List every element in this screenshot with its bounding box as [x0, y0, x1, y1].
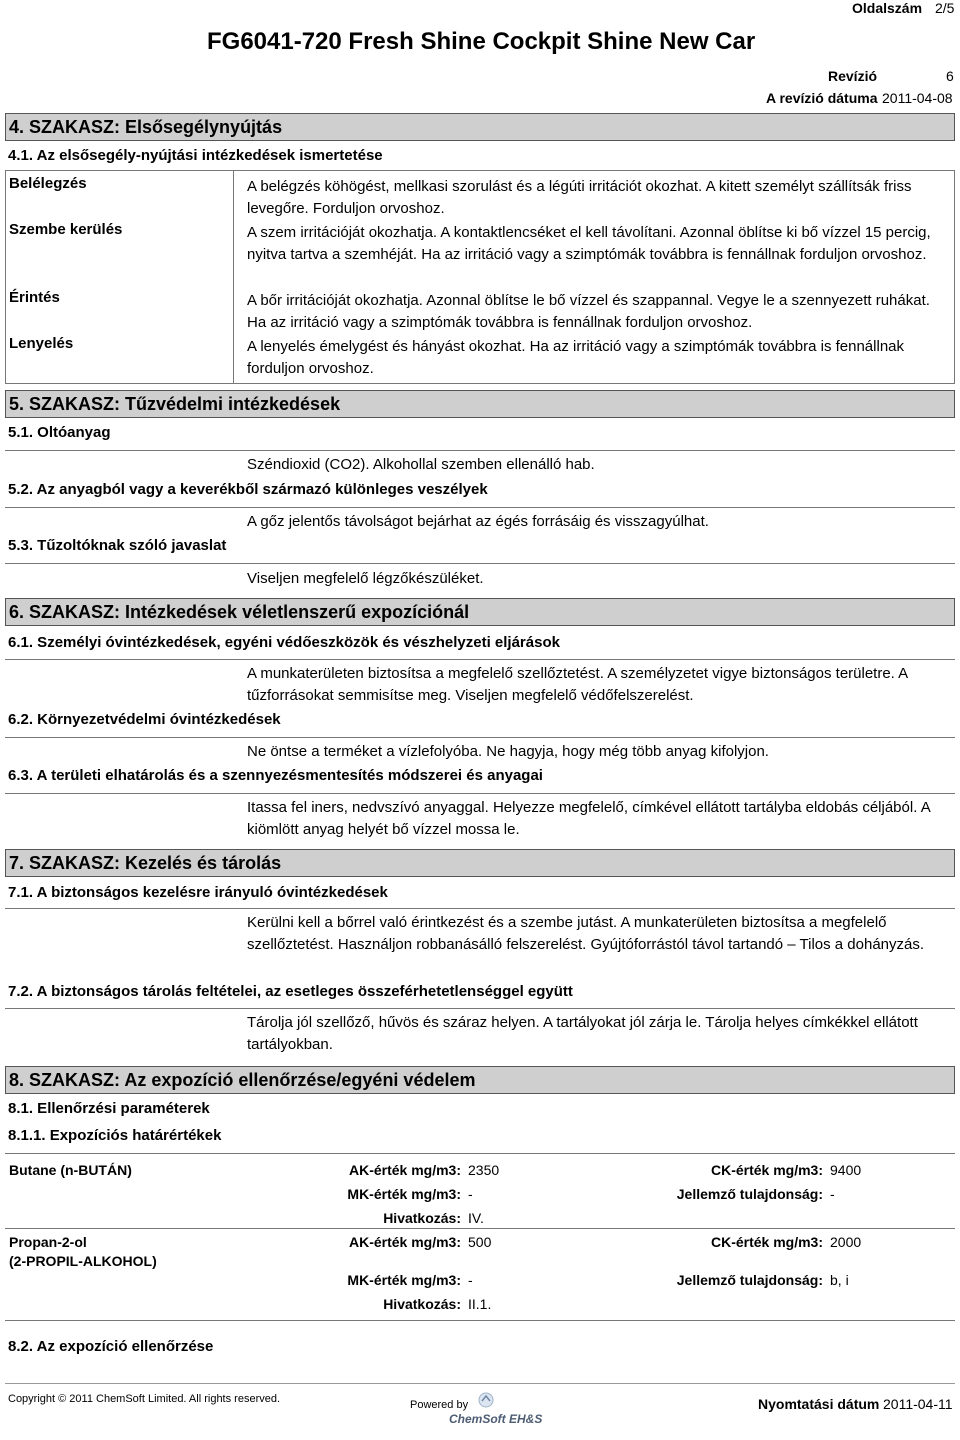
revision-date-label: A revízió dátuma	[766, 90, 878, 106]
section-5-3-text: Viseljen megfelelő légzőkészüléket.	[247, 570, 484, 587]
section-5-1-title: 5.1. Oltóanyag	[8, 424, 111, 441]
revision-date-value: 2011-04-08	[882, 90, 953, 106]
hiv-value: IV.	[468, 1210, 484, 1226]
ak-value: 2350	[468, 1162, 500, 1178]
divider	[5, 659, 955, 660]
hiv-label: Hivatkozás:	[383, 1296, 461, 1312]
chemsoft-brand: ChemSoft EH&S	[449, 1412, 543, 1426]
first-aid-label-skin: Érintés	[9, 289, 60, 306]
substance-name: Propan-2-ol	[9, 1234, 87, 1250]
page-label: Oldalszám	[852, 0, 923, 16]
divider	[5, 737, 955, 738]
mk-value: -	[468, 1272, 473, 1288]
ck-label: CK-érték mg/m3:	[710, 1234, 823, 1250]
first-aid-column-divider	[233, 170, 234, 384]
section-5-3-title: 5.3. Tűzoltóknak szóló javaslat	[8, 537, 227, 554]
divider	[5, 1008, 955, 1009]
ck-label: CK-érték mg/m3:	[710, 1162, 823, 1178]
section-6-1-title: 6.1. Személyi óvintézkedések, egyéni védőeszközök és vészhelyzeti eljárások	[8, 634, 560, 651]
section-8-1-title: 8.1. Ellenőrzési paraméterek	[8, 1100, 210, 1117]
section-7-2-title: 7.2. A biztonságos tárolás feltételei, az esetleges összeférhetetlenséggel együtt	[8, 983, 573, 1000]
first-aid-text-inhalation: A belégzés köhögést, mellkasi szorulást és a légúti irritációt okozhat. A kitett személyt szállítsák friss levegőre. Forduljon orvoshoz.	[247, 178, 912, 217]
mk-value: -	[468, 1186, 473, 1202]
section-6-3-text: Itassa fel iners, nedvszívó anyaggal. Helyezze megfelelő, címkével ellátott tartályba eldobás céljából. A kiömlött anyag helyét bő vízzel mossa le.	[247, 799, 930, 838]
section-5-2-title: 5.2. Az anyagból vagy a keverékből származó különleges veszélyek	[8, 481, 488, 498]
print-date-value: 2011-04-11	[883, 1396, 953, 1412]
jt-label: Jellemző tulajdonság:	[676, 1186, 823, 1202]
substance-name-alt: (2-PROPIL-ALKOHOL)	[9, 1253, 157, 1269]
divider	[5, 507, 955, 508]
page-value: 2/5	[935, 0, 955, 16]
section-6-2-title: 6.2. Környezetvédelmi óvintézkedések	[8, 711, 281, 728]
hiv-value: II.1.	[468, 1296, 492, 1312]
section-7-2-text: Tárolja jól szellőző, hűvös és száraz helyen. A tartályokat jól zárja le. Tárolja helyes címkékkel ellátott tartályokban.	[247, 1014, 918, 1053]
section-4-1-title: 4.1. Az elsősegély-nyújtási intézkedések ismertetése	[8, 147, 383, 164]
ak-label: AK-érték mg/m3:	[348, 1234, 461, 1250]
ak-value: 500	[468, 1234, 492, 1250]
section-7-1-text: Kerülni kell a bőrrel való érintkezést és a szembe jutást. A munkaterületen biztosítsa a megfelelő szellőztetést. Használjon robbanásálló felszerelést. Gyújtóforrástól távol tartandó – Tilos a dohányzás.	[247, 914, 925, 953]
jt-value: b, i	[830, 1272, 849, 1288]
jt-value: -	[830, 1186, 835, 1202]
divider	[5, 563, 955, 564]
section-4-title: 4. SZAKASZ: Elsősegélynyújtás	[5, 113, 955, 141]
divider	[5, 908, 955, 909]
mk-label: MK-érték mg/m3:	[347, 1186, 461, 1202]
section-5-1-text: Széndioxid (CO2). Alkohollal szemben ellenálló hab.	[247, 456, 595, 473]
section-7-1-title: 7.1. A biztonságos kezelésre irányuló óvintézkedések	[8, 884, 388, 901]
print-date-label: Nyomtatási dátum	[758, 1396, 880, 1412]
first-aid-label-eye: Szembe kerülés	[9, 221, 123, 238]
jt-label: Jellemző tulajdonság:	[676, 1272, 823, 1288]
ak-label: AK-érték mg/m3:	[348, 1162, 461, 1178]
section-6-1-text: A munkaterületen biztosítsa a megfelelő szellőztetést. A személyzetet vigye biztonságos területre. A tűzforrásokat semmisítse meg. Viseljen megfelelő védőfelszerelést.	[247, 665, 908, 704]
revision-value: 6	[946, 68, 954, 84]
copyright: Copyright © 2011 ChemSoft Limited. All rights reserved.	[8, 1393, 281, 1405]
powered-by: Powered by	[410, 1399, 469, 1411]
divider	[5, 1320, 955, 1321]
divider	[5, 450, 955, 451]
section-7-title: 7. SZAKASZ: Kezelés és tárolás	[5, 849, 955, 877]
ck-value: 9400	[830, 1162, 862, 1178]
first-aid-label-ingestion: Lenyelés	[9, 335, 74, 352]
divider	[5, 1153, 955, 1154]
section-6-2-text: Ne öntse a terméket a vízlefolyóba. Ne hagyja, hogy még több anyag kifolyjon.	[247, 743, 769, 760]
section-6-title: 6. SZAKASZ: Intézkedések véletlenszerű expozíciónál	[5, 598, 955, 626]
first-aid-text-skin: A bőr irritációját okozhatja. Azonnal öblítse le bő vízzel és szappannal. Vegye le a szennyezett ruhákat. Ha az irritáció vagy a szimptómák továbbra is fennállnak forduljon orvoshoz.	[247, 292, 930, 331]
divider	[5, 1228, 955, 1229]
section-8-title: 8. SZAKASZ: Az expozíció ellenőrzése/egyéni védelem	[5, 1066, 955, 1094]
section-5-2-text: A gőz jelentős távolságot bejárhat az égés forrásáig és visszagyúlhat.	[247, 513, 709, 530]
substance-name: Butane (n-BUTÁN)	[9, 1162, 132, 1178]
first-aid-label-inhalation: Belélegzés	[9, 175, 87, 192]
section-5-title: 5. SZAKASZ: Tűzvédelmi intézkedések	[5, 390, 955, 418]
document-title: FG6041-720 Fresh Shine Cockpit Shine New Car	[207, 28, 756, 55]
section-8-1-1-title: 8.1.1. Expozíciós határértékek	[8, 1127, 222, 1144]
hiv-label: Hivatkozás:	[383, 1210, 461, 1226]
footer-divider	[5, 1383, 955, 1384]
divider	[5, 793, 955, 794]
mk-label: MK-érték mg/m3:	[347, 1272, 461, 1288]
first-aid-text-eye: A szem irritációját okozhatja. A kontaktlencséket el kell távolítani. Azonnal öblítse ki bő vízzel 15 percig, nyitva tartva a szemhéját. Ha az irritáció vagy a szimptómák továbbra is fennállnak forduljon orvoshoz.	[247, 224, 931, 263]
revision-label: Revízió	[828, 68, 878, 84]
chemsoft-logo-icon	[478, 1392, 494, 1408]
ck-value: 2000	[830, 1234, 862, 1250]
first-aid-text-ingestion: A lenyelés émelygést és hányást okozhat. Ha az irritáció vagy a szimptómák továbbra is fennállnak forduljon orvoshoz.	[247, 338, 904, 377]
section-8-2-title: 8.2. Az expozíció ellenőrzése	[8, 1338, 214, 1355]
section-6-3-title: 6.3. A területi elhatárolás és a szennyezésmentesítés módszerei és anyagai	[8, 767, 543, 784]
